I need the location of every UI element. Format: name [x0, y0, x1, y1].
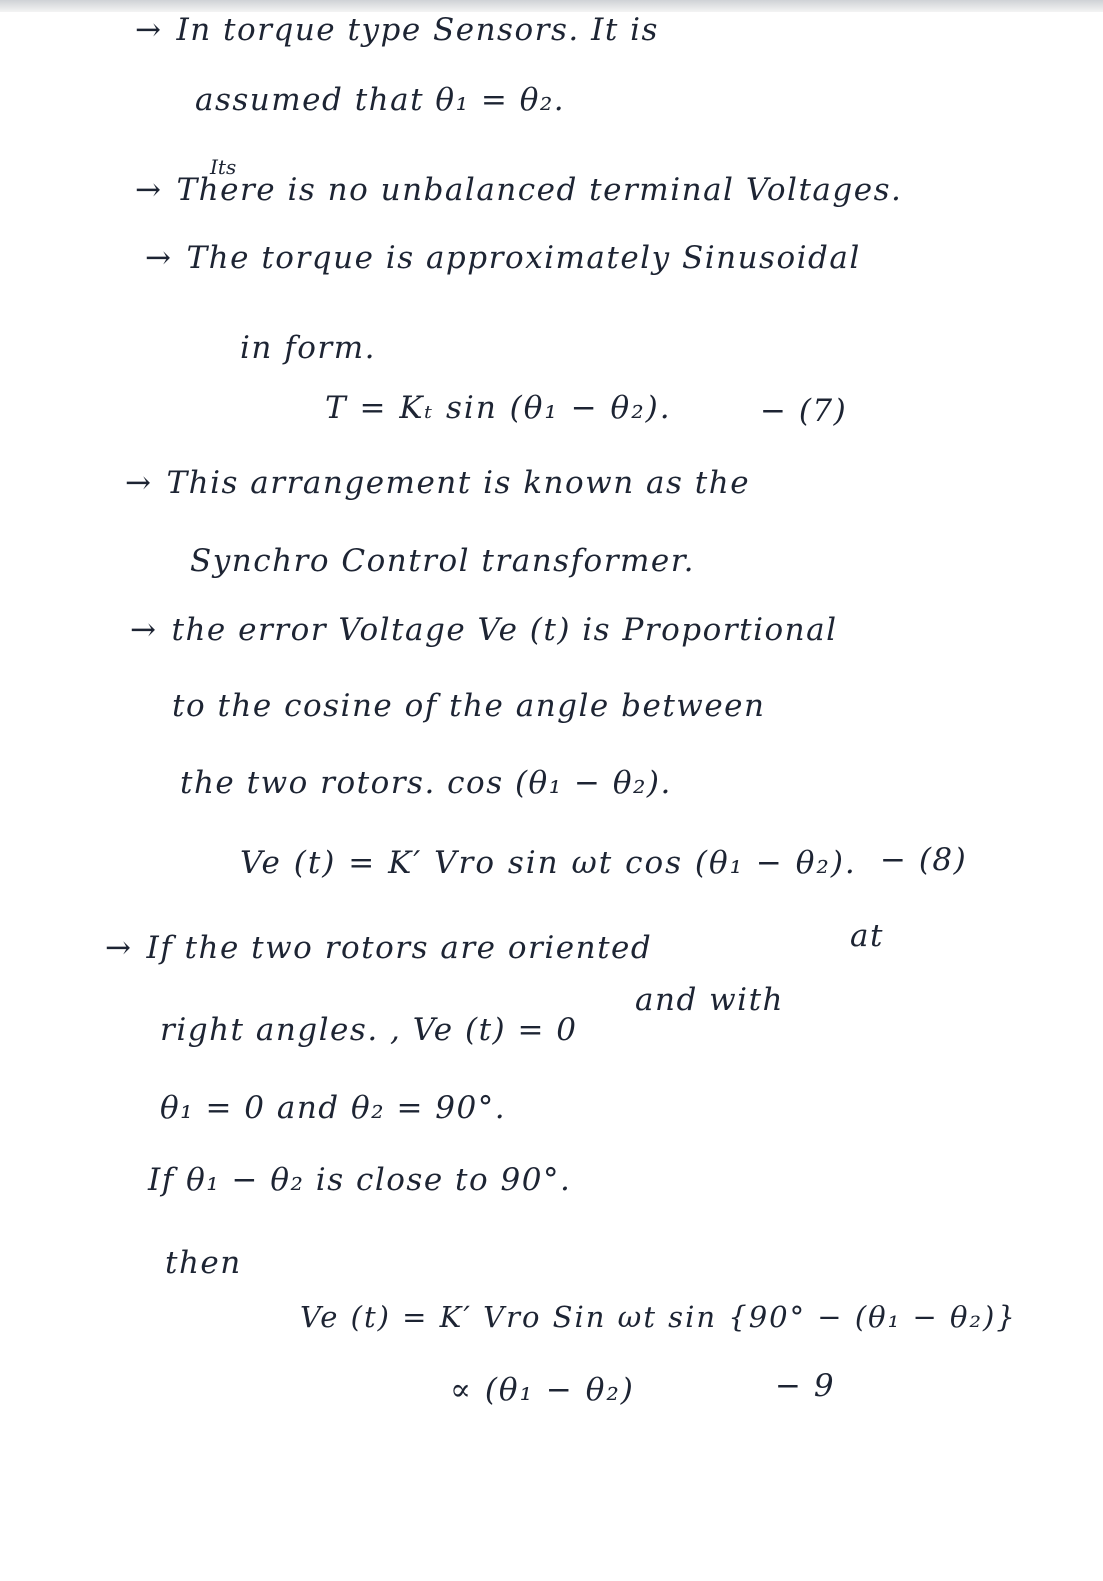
note-line-11-at: at — [850, 918, 884, 954]
note-line-5: in form. — [240, 330, 376, 366]
note-line-3: → There is no unbalanced terminal Voltages. — [135, 172, 903, 208]
equation-9: Ve (t) = K′ Vro Sin ωt sin {90° − (θ₁ − θ₂)} — [300, 1300, 1017, 1334]
note-line-10: the two rotors. cos (θ₁ − θ₂). — [180, 765, 672, 801]
equation-8: Ve (t) = K′ Vro sin ωt cos (θ₁ − θ₂). — [240, 845, 857, 881]
note-line-2: assumed that θ₁ = θ₂. — [195, 82, 566, 118]
note-line-12a: right angles. , Ve (t) = 0 — [160, 1012, 578, 1048]
arrow-icon: → — [135, 12, 163, 48]
equation-8-number: − (8) — [880, 842, 968, 878]
arrow-icon: → — [145, 240, 173, 276]
equation-7: T = Kₜ sin (θ₁ − θ₂). — [325, 390, 672, 426]
note-line-9: to the cosine of the angle between — [172, 688, 766, 724]
note-line-15: then — [165, 1245, 242, 1281]
arrow-icon: → — [105, 930, 133, 966]
note-line-13: θ₁ = 0 and θ₂ = 90°. — [160, 1090, 507, 1126]
note-line-14: If θ₁ − θ₂ is close to 90°. — [148, 1162, 572, 1198]
note-line-7: Synchro Control transformer. — [190, 543, 696, 579]
equation-9-proportional: ∝ (θ₁ − θ₂) — [450, 1372, 635, 1408]
equation-7-number: − (7) — [760, 393, 848, 429]
note-line-12b: and with — [635, 982, 785, 1018]
note-line-6: → This arrangement is known as the — [125, 465, 751, 501]
arrow-icon: → — [130, 612, 158, 648]
arrow-icon: → — [135, 172, 163, 208]
note-line-11: → If the two rotors are oriented — [105, 930, 653, 966]
equation-9-number: − 9 — [775, 1368, 836, 1404]
arrow-icon: → — [125, 465, 153, 501]
note-line-4: → The torque is approximately Sinusoidal — [145, 240, 861, 276]
note-line-8: → the error Voltage Ve (t) is Proportional — [130, 612, 838, 648]
note-line-1: → In torque type Sensors. It is — [135, 12, 659, 48]
note-small-its: Its — [210, 155, 237, 179]
